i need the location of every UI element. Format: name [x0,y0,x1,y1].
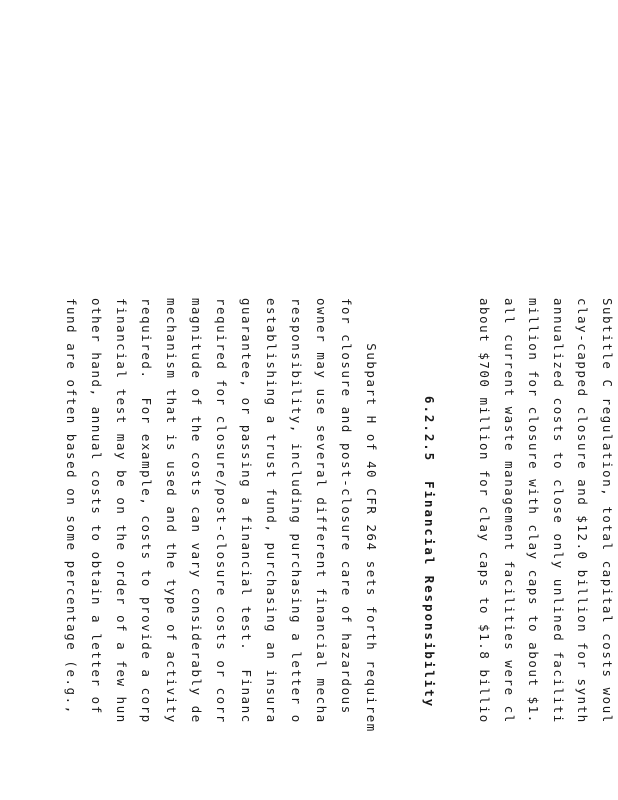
paragraph-line: Subtitle C regulation, total capital costs woul [600,298,615,724]
paragraph-line: for closure and post-closure care of hazardous [339,298,354,715]
paragraph-line: guarantee, or passing a financial test. Financ [239,298,254,724]
paragraph-line: required for closure/post-closure costs or corr [214,298,229,724]
paragraph-line: all current waste management facilities were cl [501,298,517,724]
paragraph-line: establishing a trust fund, purchasing an insura [264,298,279,724]
paragraph-line: mechanism that is used and the type of activity [164,298,179,724]
paragraph-line: annualized costs to close only unlined faciliti [550,298,566,724]
paragraph-line: required. For example, costs to provide a corp [139,298,154,724]
paragraph-line: Subpart H of 40 CFR 264 sets forth requirem [364,298,379,733]
paragraph-line: financial test may be on the order of a few hun [114,298,129,724]
paragraph-line: fund are often based on some percentage (e.g., [64,298,79,715]
paragraph-line: clay-capped closure and $12.0 billion for synth [575,298,591,724]
paragraph-line: other hand, annual costs to obtain a letter of [89,298,104,715]
paragraph-line: magnitude of the costs can vary considerably de [189,298,204,724]
section-heading: 6.2.2.5 Financial Responsibility [422,396,437,709]
paragraph-line: responsibility, including purchasing a letter o [289,298,304,724]
paragraph-line: million for closure with clay caps to about $1. [526,298,542,724]
paragraph-line: about $700 million for clay caps to $1.8 billio [477,298,492,724]
paragraph-line: owner may use several different financial mecha [314,298,329,724]
